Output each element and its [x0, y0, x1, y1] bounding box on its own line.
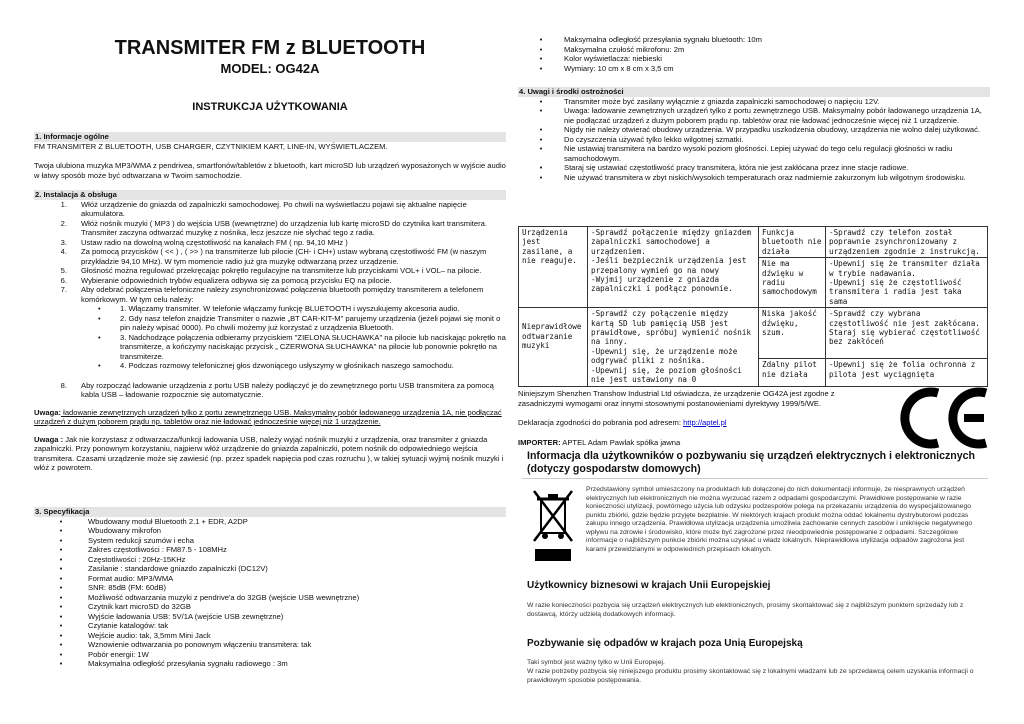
list-item: 4. Za pomocą przycisków ( << ) , ( >> ) na transmiterze lub pilocie (CH- i CH+) ustaw wybraną częstotliwość FM (w naszym przykładzie 94,10 MHz). W tym momencie radio już gra muzykę odtwarzaną przez urządzenie.: [60, 247, 487, 266]
section-line: FM TRANSMITER Z BLUETOOTH, USB CHARGER, CZYTNIKIEM KART, LINE-IN, WYŚWIETLACZEM.: [34, 141, 388, 151]
spec-item: • System redukcji szumów i echa: [59, 535, 194, 545]
ce-mark-icon: [898, 383, 992, 453]
spec-item: • Wznowienie odtwarzania po ponownym włączeniu transmitera: tak: [59, 640, 312, 649]
document-title: TRANSMITER FM z BLUETOOTH: [114, 37, 426, 59]
solution-cell: -Sprawdź czy wybrana częstotliwość nie jest zakłócana. Staraj się wybierać częstotliwość bez zakłóceń: [826, 308, 988, 359]
list-item: 5. Głośność można regulować przekręcając pokrętło regulacyjne na transmiterze lub przyciskami VOL+ i VOL– na pilocie.: [60, 266, 482, 275]
list-item: 2. Włóż nośnik muzyki ( MP3 ) do wejścia USB (wewnętrzne) do urządzenia lub kartę microSD do czytnika kart transmitera. Transmiter zaczyna odtwarzać muzykę z nośnika, lecz jeszcze nie słychać tego z radia.: [60, 218, 487, 237]
solution-cell: -Sprawdź czy połączenie między kartą SD lub pamięcią USB jest prawidłowe, spróbuj wymienić nośnik na inny. -Upewnij się, że urządzenie może odgrywać pliki z nośnika. -Upewnij się, że poziom głośności nie jest ustawiony na 0: [588, 308, 759, 386]
list-item: 6. Wybieranie odpowiednich trybów equalizera odbywa się za pomocą przycisku EQ na pilocie.: [60, 275, 392, 285]
spec-item: • Częstotliwości : 20Hz-15KHz: [59, 554, 186, 564]
spec-item: • Czytnik kart microSD do 32GB: [59, 602, 191, 611]
list-item: 7. Aby odebrać połączenia telefoniczne należy zsynchronizować połączenia bluetooth pomiędzy transmiterem a telefonem komórkowym. W tym celu należy:: [60, 285, 484, 304]
warning-usage: Uwaga : Jak nie korzystasz z odtwarzacza/funkcji ładowania USB, należy wyjąć nośnik muzyki z urządzenia, oraz transmiter z gniazda zapalniczki. Przy ponownym korzystaniu, najpierw włóż urządzenie do gniazda zapalniczki, potem nośnik do odpowiedniego wejścia transmitera. Czasami urządzenie może się zawiesić (np. przez spadek napięcia pod czas rozruchu ), w takiej sytuacji wyjmij nośnik muzyki i włóż z powrotem.: [34, 434, 504, 472]
declaration-link[interactable]: http://aptel.pl: [683, 418, 727, 427]
sub-list-item: • 2. Gdy nasz telefon znajdzie Transmiter o nazwie „BT CAR-KIT-M" parujemy urządzenia (jeżeli pojawi się monit o pin należy wpisać 0000). Po chwili możemy już korzystać z urządzenia Bluetooth.: [98, 313, 501, 332]
sub-list-item: • 4. Podczas rozmowy telefonicznej głos dzwoniącego usłyszymy w głośnikach naszego samochodu.: [98, 361, 454, 370]
sub-list-item: • 3. Nadchodzące połączenia odbieramy przyciskiem "ZIELONA SŁUCHAWKA" na pilocie lub naciskając pokrętło na transmiterze, a kończymy naciskając przycisk „ CZERWONA SŁUCHAWKA" na pilocie lub ponownie pokrętło na transmiterze.: [98, 332, 506, 361]
spec-item: • Wbudowany mikrofon: [59, 526, 162, 535]
spec-item: • Wyjście ładowania USB: 5V/1A (wejście USB zewnętrzne): [59, 611, 284, 621]
precaution-item: • Staraj się ustawiać częstotliwość pracy transmitera, która nie jest zakłócana przez inne stacje radiowe.: [539, 163, 909, 172]
spec-item: • Kolor wyświetlacza: niebieski: [539, 54, 662, 63]
business-users-heading: Użytkownicy biznesowi w krajach Unii Europejskiej: [527, 580, 771, 591]
spec-item: • Maksymalna czułość mikrofonu: 2m: [539, 44, 685, 54]
section-precautions: [518, 87, 990, 182]
solution-cell: -Upewnij się że transmiter działa w trybie nadawania. -Upewnij się że częstotliwość transmitera i radia jest taka sama: [826, 258, 988, 308]
section-installation: [34, 190, 506, 473]
sub-list-item: • 1. Włączamy transmiter. W telefonie włączamy funkcję BLUETOOTH i wyszukujemy akcesoria audio.: [98, 304, 460, 313]
list-item: 3. Ustaw radio na dowolną wolną częstotliwość na kanałach FM ( np. 94,10 MHz ): [60, 237, 348, 247]
precaution-item: • Uwaga: ładowanie zewnętrznych urządzeń tylko z portu zewnętrznego USB. Maksymalny pobór ładowanego urządzenia 1A, nie podłączać urządzeń z dużym poborem prądu np. tabletów oraz nie ładować jednocześnie więcej niż 1 urządzenie.: [539, 106, 982, 125]
list-item: 1. Włóż urządzenie do gniazda od zapalniczki samochodowej. Po chwili na wyświetlaczu pojawi się aktualne napięcie akumulatora.: [60, 199, 467, 218]
spec-item: • Wbudowany moduł Bluetooth 2.1 + EDR, A2DP: [59, 516, 248, 526]
list-item: 8. Aby rozpocząć ładowanie urządzenia z portu USB należy podłączyć je do zewnętrznego portu USB transmitera za pomocą kabla USB – ładowanie rozpocznie się automatycznie.: [60, 380, 494, 399]
spec-item: • Czytanie katalogów: tak: [59, 621, 169, 630]
precaution-item: • Nie używać transmitera w zbyt niskich/wysokich temperaturach oraz nadmiernie zakurzonym lub wilgotnym środowisku.: [539, 172, 966, 182]
precaution-item: • Nie ustawiaj transmitera na bardzo wysoki poziom głośności. Lepiej używać do tego celu regulacji głośności w radiu samochodowym.: [539, 144, 953, 163]
spec-item: • Wejście audio: tak, 3,5mm Mini Jack: [59, 630, 211, 640]
outside-eu-text-1: Taki symbol jest ważny tylko w Unii Europejej.: [527, 659, 665, 666]
solution-cell: -Sprawdź czy telefon został poprawnie zsynchronizowany z urządzeniem zgodnie z instrukcją.: [826, 227, 988, 258]
solution-cell: -Sprawdź połączenie między gniazdem zapalniczki samochodowej a urządzeniem. -Jeśli bezpiecznik urządzenia jest przepalony wymień go na nowy -Wyjmij urządzenie z gniazda zapalniczki i podłącz ponownie.: [588, 227, 759, 308]
spec-item: • Pobór energii: 1W: [59, 649, 149, 659]
section-paragraph: Twoja ulubiona muzyka MP3/WMA z pendrivea, smartfonów/tabletów z bluetooth, kart microSD lub urządzeń wyposażonych w wyjście audio w łatwy sposób może być odtwarzana w Twoim samochodzie.: [34, 161, 506, 180]
spec-item: • Format audio: MP3/WMA: [59, 573, 174, 583]
precaution-item: • Nigdy nie należy otwierać obudowy urządzenia. W przypadku uszkodzenia obudowy, urządzenia nie wolno dalej użytkować.: [539, 125, 981, 134]
problem-cell: Nie ma dźwięku w radiu samochodowym: [759, 258, 826, 308]
table-row: [519, 308, 988, 359]
outside-eu-text-2: W razie potrzeby pozbycia się niniejszego produktu prosimy skontaktować się z lokalnymi władzami lub ze sprzedawcą celem uzyskania informacji o prawidłowym sposobie postępowania.: [527, 668, 974, 684]
section-heading: 1. Informacje ogólne: [34, 132, 506, 142]
outside-eu-heading: Pozbywanie się odpadów w krajach poza Unią Europejską: [527, 638, 803, 649]
declaration-text: Niniejszym Shenzhen Transhow Industrial Ltd oświadcza, że urządzenie OG42A jest zgodne z zasadniczymi wymogami oraz innymi stosownymi postanowieniami dyrektywy 1999/5/WE.: [518, 389, 835, 408]
problem-cell: Niska jakość dźwięku, szum.: [759, 308, 826, 359]
declaration: [518, 389, 878, 447]
spec-continued: [518, 35, 990, 73]
problem-cell: Zdalny pilot nie działa: [759, 359, 826, 386]
troubleshooting-table: [518, 226, 988, 387]
section-general-info: [34, 132, 506, 180]
business-users-text: W razie konieczności pozbycia się urządzeń elektrycznych lub elektronicznych, prosimy skontaktować się z najbliższym punktem sprzedaży lub z dostawcą, którzy udzielą dodatkowych informacji.: [527, 602, 964, 618]
spec-item: • Maksymalna odległość przesyłania sygnału radiowego : 3m: [59, 659, 288, 668]
section-specification: [34, 507, 506, 669]
spec-item: • Wymiary: 10 cm x 8 cm x 3,5 cm: [539, 63, 674, 73]
table-row: [519, 227, 988, 258]
weee-text: Przedstawiony symbol umieszczony na produktach lub dołączonej do nich dokumentacji informuje, że niesprawnych urządzeń elektrycznych lub elektronicznych nie można wyrzucać razem z odpadami gospodarczymi. Prawidłowe postępowanie w razie konieczności utylizacji, powtórnego użycia lub odzysku podzespołów polega na przekazaniu urządzenia do wyspecjalizowanego punktu zbiórki, gdzie będzie przyjęte bezpłatnie. W niektórych krajach produkt można oddać lokalnemu dystrybutorowi podczas zakupu innego urządzenia. Prawidłowa utylizacja urządzenia umożliwia zachowanie cennych zasobów i uniknięcie negatywnego wpływu na zdrowie i środowisko, które może być zagrożone przez nieodpowiednie postępowanie z odpadami. Szczegółowe informacje o najbliższym punkcie zbiórki można uzyskać u władz lokalnych. Nieprawidłowa utylizacja odpadów zagrożona jest karami przewidzianymi w odpowiednich przepisach lokalnych.: [586, 486, 973, 553]
spec-item: • Zasilanie : standardowe gniazdo zapalniczki (DC12V): [59, 564, 268, 573]
weee-title: Informacja dla użytkowników o pozbywaniu się urządzeń elektrycznych i elektronicznych (dotyczy gospodarstw domowych): [527, 450, 975, 475]
crossed-bin-icon: [531, 487, 575, 563]
precaution-item: • Do czyszczenia używać tylko lekko wilgotnej szmatki.: [539, 134, 744, 144]
problem-cell: Funkcja bluetooth nie działa: [759, 227, 826, 258]
section-heading: 3. Specyfikacja: [34, 507, 506, 517]
model-label: MODEL: OG42A: [220, 61, 320, 76]
importer: IMPORTER: APTEL Adam Pawlak spółka jawna: [518, 437, 681, 447]
solution-cell: -Upewnij się że folia ochronna z pilota jest wyciągnięta: [826, 359, 988, 386]
declaration-download: Deklaracja zgodności do pobrania pod adresem: http://aptel.pl: [518, 418, 727, 427]
instructions-heading: INSTRUKCJA UŻYTKOWANIA: [192, 101, 348, 113]
spec-item: • SNR: 85dB (FM: 60dB): [59, 583, 167, 592]
precaution-item: • Transmiter może być zasilany wyłącznie z gniazda zapalniczki samochodowej o napięciu 12V.: [539, 96, 880, 106]
spec-item: • Maksymalna odległość przesyłania sygnału bluetooth: 10m: [539, 35, 762, 44]
spec-item: • Możliwość odtwarzania muzyki z pendrive'a do 32GB (wejście USB wewnętrzne): [59, 592, 360, 602]
warning-usb: Uwaga: ładowanie zewnętrznych urządzeń tylko z portu zewnętrznego USB. Maksymalny pobór ładowanego urządzenia 1A, nie podłączać urządzeń z dużym poborem prądu np. tabletów oraz nie ładować jednocześnie więcej niż 1 urządzenie.: [34, 407, 502, 426]
spec-item: • Zakres częstotliwości : FM87.5 - 108MHz: [59, 545, 227, 554]
section-heading: 4. Uwagi i środki ostrożności: [518, 87, 990, 97]
problem-cell: Urządzenia jest zasilane, a nie reaguje.: [519, 227, 588, 308]
problem-cell: Nieprawidłowe odtwarzanie muzyki: [519, 308, 588, 386]
section-heading: 2. Instalacja & obsługa: [34, 190, 506, 200]
